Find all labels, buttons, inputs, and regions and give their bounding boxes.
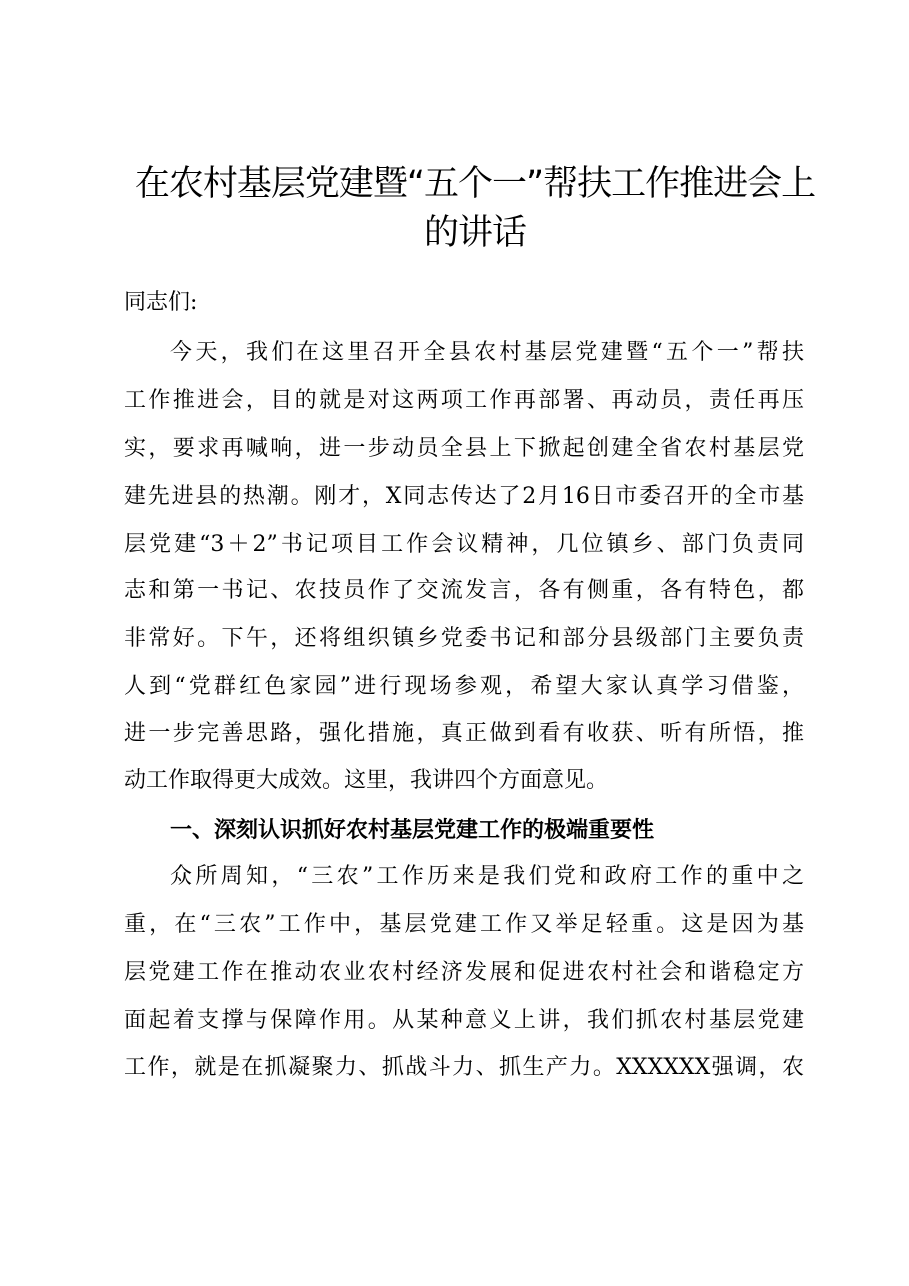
paragraph-line: 重，在“三农”工作中，基层党建工作又举足轻重。这是因为基: [124, 912, 804, 937]
paragraph-line: 面起着支撑与保障作用。从某种意义上讲，我们抓农村基层党建: [124, 1008, 804, 1033]
paragraph-line: 层党建工作在推动农业农村经济发展和促进农村社会和谐稳定方: [124, 960, 804, 985]
paragraph-line: 层党建“3＋2”书记项目工作会议精神，几位镇乡、部门负责同: [124, 532, 804, 557]
paragraph-line: 工作推进会，目的就是对这两项工作再部署、再动员，责任再压: [124, 388, 804, 413]
section-heading: 一、深刻认识抓好农村基层党建工作的极端重要性: [170, 818, 655, 843]
paragraph-line: 众所周知，“三农”工作历来是我们党和政府工作的重中之: [170, 864, 804, 889]
paragraph-line: 今天，我们在这里召开全县农村基层党建暨“五个一”帮扶: [170, 340, 804, 365]
paragraph-line: 志和第一书记、农技员作了交流发言，各有侧重，各有特色，都: [124, 578, 804, 603]
paragraph-line: 动工作取得更大成效。这里，我讲四个方面意见。: [124, 768, 609, 793]
greeting: 同志们:: [124, 290, 198, 315]
title-line-2: 的讲话: [423, 213, 526, 253]
paragraph-line: 人到“党群红色家园”进行现场参观，希望大家认真学习借鉴，: [124, 674, 804, 699]
paragraph-line: 进一步完善思路，强化措施，真正做到看有收获、听有所悟，推: [124, 721, 804, 746]
paragraph-line: 工作，就是在抓凝聚力、抓战斗力、抓生产力。XXXXXX强调，农: [124, 1055, 804, 1080]
paragraph-line: 实，要求再喊响，进一步动员全县上下掀起创建全省农村基层党: [124, 436, 804, 461]
paragraph-line: 非常好。下午，还将组织镇乡党委书记和部分县级部门主要负责: [124, 626, 804, 651]
paragraph-line: 建先进县的热潮。刚才，X同志传达了2月16日市委召开的全市基: [124, 484, 804, 509]
title-line-1: 在农村基层党建暨“五个一”帮扶工作推进会上: [134, 164, 816, 204]
